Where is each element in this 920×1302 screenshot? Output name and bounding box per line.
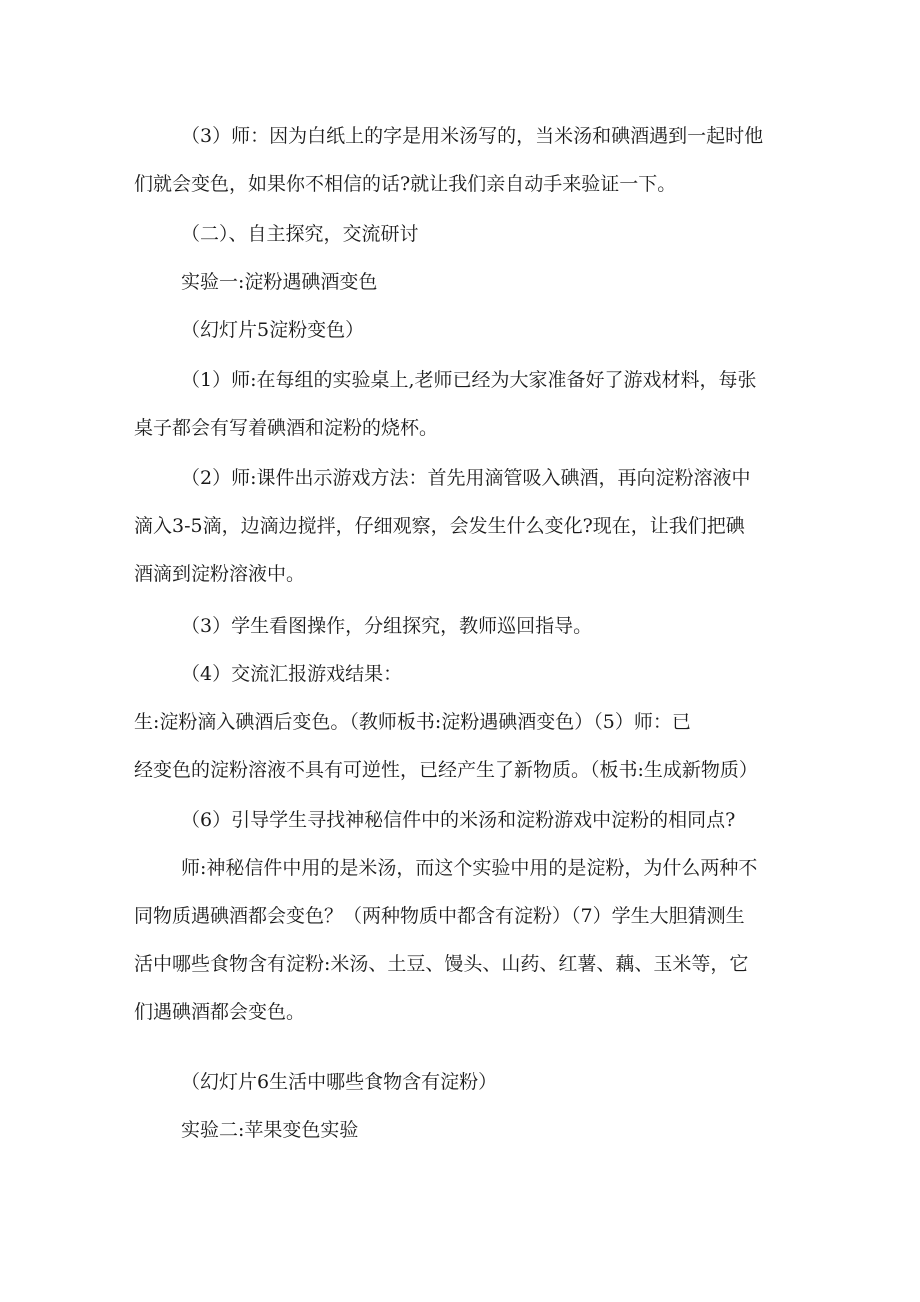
text-line: （幻灯片6生活中哪些食物含有淀粉） <box>181 1071 498 1093</box>
text-line: 师:神秘信件中用的是米汤，而这个实验中用的是淀粉，为什么两种不 <box>181 857 758 879</box>
text-line: 们遇碘酒都会变色。 <box>134 1001 306 1023</box>
slide-six-note <box>134 1058 794 1106</box>
text-line: 滴入3-5滴，边滴边搅拌，仔细观察，会发生什么变化?现在，让我们把碘 <box>134 515 745 537</box>
paragraph-teacher-explanation <box>134 112 794 208</box>
text-line: （6）引导学生寻找神秘信件中的米汤和淀粉游戏中淀粉的相同点? <box>181 809 736 831</box>
paragraph-step-one <box>134 356 794 452</box>
text-line: （4）交流汇报游戏结果： <box>181 663 403 685</box>
text-line: （二）、自主探究，交流研讨 <box>181 223 419 245</box>
text-line: 活中哪些食物含有淀粉:米汤、土豆、馒头、山药、红薯、藕、玉米等，它 <box>134 953 749 975</box>
paragraph-step-four <box>134 650 794 698</box>
text-line: 生:淀粉滴入碘酒后变色。（教师板书:淀粉遇碘酒变色）（5）师：已 <box>134 711 691 733</box>
experiment-one-title <box>134 258 794 306</box>
experiment-two-title <box>134 1106 794 1154</box>
text-line: 酒滴到淀粉溶液中。 <box>134 563 306 585</box>
paragraph-step-three <box>134 602 794 650</box>
text-line: 桌子都会有写着碘酒和淀粉的烧杯。 <box>134 417 439 439</box>
text-line: 经变色的淀粉溶液不具有可逆性，已经产生了新物质。（板书:生成新物质） <box>134 759 758 781</box>
text-line: （3）学生看图操作，分组探究，教师巡回指导。 <box>181 615 593 637</box>
text-line: 同物质遇碘酒都会变色？（两种物质中都含有淀粉）（7）学生大胆猜测生 <box>134 905 745 927</box>
text-line: 实验二:苹果变色实验 <box>181 1119 359 1141</box>
text-line: 实验一:淀粉遇碘酒变色 <box>181 271 378 293</box>
text-line: （2）师:课件出示游戏方法：首先用滴管吸入碘酒，再向淀粉溶液中 <box>181 467 751 489</box>
text-line: （1）师:在每组的实验桌上,老师已经为大家准备好了游戏材料，每张 <box>181 369 757 391</box>
paragraph-step-six <box>134 796 794 844</box>
section-heading-explore <box>134 210 794 258</box>
text-line: （3）师：因为白纸上的字是用米汤写的，当米汤和碘酒遇到一起时他 <box>181 125 764 147</box>
paragraph-student-result <box>134 698 794 794</box>
paragraph-teacher-question <box>134 844 794 1036</box>
slide-five-note <box>134 306 794 354</box>
paragraph-step-two <box>134 454 794 598</box>
text-line: 们就会变色，如果你不相信的话?就让我们亲自动手来验证一下。 <box>134 173 677 195</box>
text-line: （幻灯片5淀粉变色） <box>181 319 365 341</box>
